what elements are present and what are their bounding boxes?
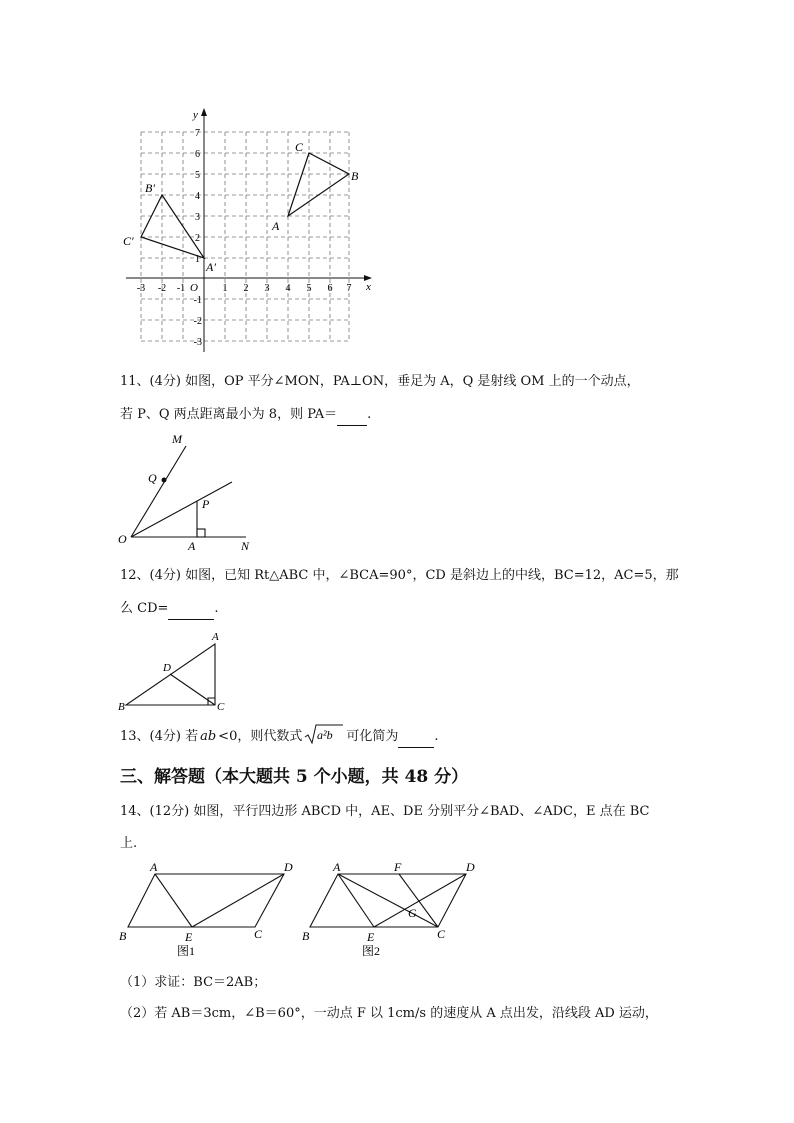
label-c: C (217, 701, 225, 713)
segment-ae (338, 874, 374, 927)
y-axis-label: y (193, 109, 198, 121)
q12-period: . (214, 601, 219, 616)
q11-line1: 11、(4分) 如图，OP 平分∠MON，PA⊥ON，垂足为 A，Q 是射线 OM 上的一个动点， (120, 374, 640, 389)
label-e: E (367, 930, 375, 944)
label-c: C (295, 140, 304, 154)
label-p: P (202, 497, 210, 511)
segment-ae (155, 874, 192, 927)
q14-figure-1 (116, 856, 302, 960)
q13-line (120, 724, 439, 748)
q14-figure-2 (296, 856, 482, 960)
y-tick: -1 (193, 295, 202, 306)
y-tick: 5 (195, 170, 200, 181)
q14-part1: （1）求证：BC＝2AB； (120, 975, 267, 990)
label-b: B (118, 701, 125, 713)
label-a: A (212, 631, 219, 643)
q12-figure (116, 628, 232, 714)
y-tick: 6 (195, 149, 200, 160)
x-tick: -1 (176, 283, 186, 294)
label-e: E (185, 930, 193, 944)
x-tick: 1 (222, 283, 228, 294)
label-a1: A′ (206, 260, 216, 274)
y-tick: 7 (195, 128, 200, 139)
coordinate-grid-figure (118, 104, 380, 356)
q13-text-post: 可化简为 (346, 729, 399, 744)
q11-answer-blank[interactable] (337, 405, 367, 426)
x-axis-label: x (366, 281, 371, 293)
y-tick: -3 (193, 337, 202, 348)
label-d: D (284, 860, 293, 874)
fig1-caption: 图1 (177, 944, 196, 958)
y-tick: 1 (195, 254, 200, 265)
q12-line2 (120, 599, 219, 620)
section-3-heading: 三、解答题（本大题共 5 个小题，共 48 分） (120, 767, 469, 787)
triangle-abc (288, 153, 349, 216)
label-a: A (272, 219, 280, 233)
y-tick: 4 (195, 191, 200, 202)
y-tick: 2 (195, 233, 200, 244)
label-b: B (302, 929, 310, 943)
label-c: C (437, 927, 446, 941)
ray-op (131, 482, 232, 537)
q13-period: . (434, 729, 439, 744)
q13-text-pre: 13、(4分) 若 (120, 729, 199, 744)
label-c: C (254, 927, 263, 941)
label-a: A (150, 860, 158, 874)
q12-answer-blank[interactable] (168, 599, 214, 620)
label-m: M (172, 432, 182, 446)
label-g: G (408, 906, 417, 920)
segment-fc (399, 874, 438, 927)
x-tick: 7 (346, 283, 352, 294)
x-tick: 6 (327, 283, 333, 294)
q11-period: . (367, 407, 372, 422)
q14-line2: 上. (120, 836, 138, 851)
x-tick-labels (137, 283, 352, 294)
label-q: Q (148, 471, 157, 485)
point-q (162, 478, 167, 483)
y-axis-arrow (201, 108, 207, 116)
q11-line2 (120, 405, 371, 426)
label-b1: B′ (145, 181, 155, 195)
q13-radicand: a²b (317, 728, 333, 742)
x-tick: 3 (264, 283, 270, 294)
label-n: N (241, 539, 250, 552)
ray-om (131, 446, 186, 537)
y-tick-labels (194, 128, 202, 348)
label-a: A (188, 539, 196, 552)
segment-de (192, 874, 284, 927)
label-o: O (118, 532, 127, 546)
label-b: B (119, 929, 127, 943)
q14-line1: 14、(12分) 如图，平行四边形 ABCD 中，AE、DE 分别平分∠BAD、∠ADC，E 点在 BC (120, 804, 650, 819)
x-tick: 4 (285, 283, 291, 294)
q11-figure (116, 428, 266, 552)
x-tick: 2 (243, 283, 249, 294)
y-tick: -2 (193, 316, 202, 327)
x-tick: 5 (306, 283, 312, 294)
q12-line1: 12、(4分) 如图，已知 Rt△ABC 中，∠BCA=90°，CD 是斜边上的中线，BC=12，AC=5，那 (120, 568, 679, 583)
right-angle-mark (197, 529, 205, 537)
label-c1: C′ (123, 234, 134, 248)
q13-text-mid: <0，则代数式 (218, 729, 303, 744)
q13-radical (304, 724, 344, 744)
label-f: F (394, 860, 402, 874)
origin-label: O (190, 282, 198, 294)
q13-answer-blank[interactable] (398, 727, 434, 748)
label-a: A (333, 860, 341, 874)
y-tick: 3 (195, 212, 200, 223)
q14-part2: （2）若 AB＝3cm，∠B＝60°，一动点 F 以 1cm/s 的速度从 A 点出发，沿线段 AD 运动， (120, 1006, 658, 1021)
label-d: D (466, 860, 475, 874)
fig2-caption: 图2 (362, 944, 381, 958)
q12-text: 么 CD= (120, 601, 169, 616)
grid-lines (141, 132, 349, 341)
q13-ab: ab (200, 729, 217, 744)
triangle-a1b1c1 (141, 195, 204, 258)
x-tick: -3 (136, 283, 146, 294)
q11-text: 若 P、Q 两点距离最小为 8，则 PA＝ (120, 407, 338, 422)
label-b: B (351, 169, 359, 183)
label-d: D (163, 662, 171, 674)
x-tick: -2 (157, 283, 167, 294)
